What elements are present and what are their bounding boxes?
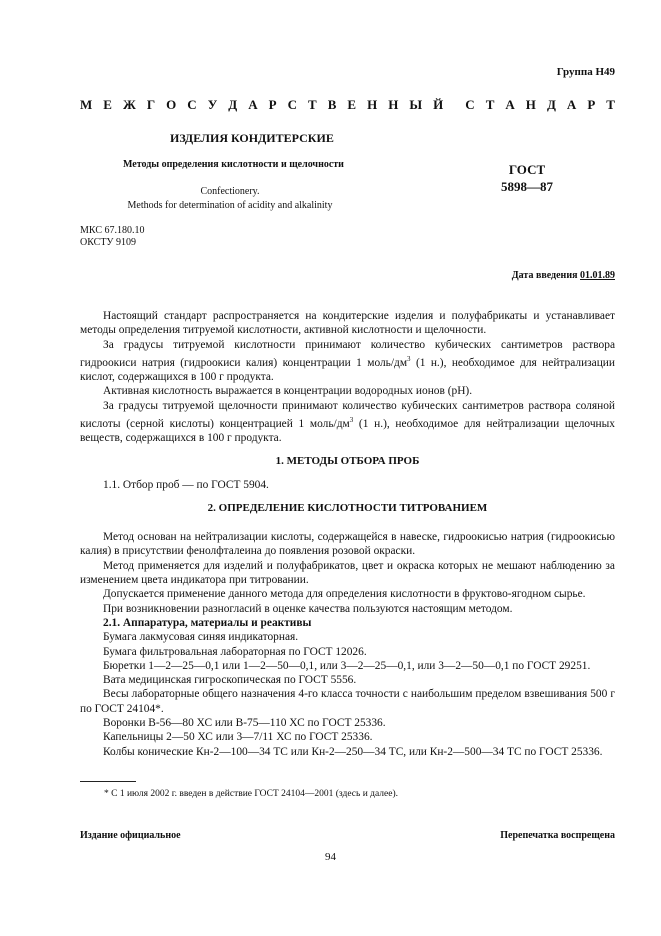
mks-code: МКС 67.180.10 <box>80 225 145 236</box>
english-title-line-1: Confectionery. <box>200 186 260 197</box>
banner-letter: Е <box>103 97 112 112</box>
banner-letter: Н <box>367 97 378 112</box>
banner-letter: Н <box>388 97 399 112</box>
banner-letter: У <box>207 97 218 112</box>
reprint-prohibited-label: Перепечатка воспрещена <box>500 830 615 841</box>
list-item: Вата медицинская гигроскопическая по ГОСТ 5556. <box>103 674 357 687</box>
footnote-divider <box>80 781 136 782</box>
banner-letter: Н <box>525 97 536 112</box>
banner-letter: А <box>505 97 515 112</box>
paragraph: 1.1. Отбор проб — по ГОСТ 5904. <box>103 478 269 491</box>
banner-letter: А <box>566 97 577 112</box>
document-subtitle: Методы определения кислотности и щелочности <box>123 159 344 170</box>
english-title-line-2: Methods for determination of acidity and alkalinity <box>127 200 333 211</box>
list-item: Капельницы 2—50 ХС или 3—7/11 ХС по ГОСТ 25336. <box>103 731 373 744</box>
paragraph: Настоящий стандарт распространяется на кондитерские изделия и полуфабрикаты и устанавливает методы определения титруемой кислотности, активной кислотности и щелочности. <box>80 310 615 337</box>
banner-letter: Д <box>228 97 238 112</box>
official-edition-label: Издание официальное <box>80 830 181 841</box>
banner-letter: Д <box>546 97 556 112</box>
gost-label: ГОСТ <box>508 162 546 177</box>
banner-letter: Р <box>268 97 277 112</box>
date-label: Дата введения <box>511 270 578 281</box>
paragraph-text: (1 н.), необходимое для нейтрализации щелочных веществ, содержащихся в 100 г продукта. <box>80 417 615 444</box>
paragraph-text: (1 н.), необходимое для нейтрализации кислот, содержащихся в 100 г продукта. <box>80 356 616 383</box>
paragraph <box>80 338 615 385</box>
paragraph: Метод основан на нейтрализации кислоты, содержащейся в навеске, гидроокисью натрия (гидроокисью калия) в присутствии фенолфталеина до появления розовой окраски. <box>80 531 615 558</box>
gost-number: 5898—87 <box>501 179 553 194</box>
section-heading: 2. ОПРЕДЕЛЕНИЕ КИСЛОТНОСТИ ТИТРОВАНИЕМ <box>207 501 488 514</box>
banner-letter: Ж <box>122 97 136 112</box>
classification-codes <box>80 225 144 249</box>
superscript: 3 <box>407 354 411 363</box>
list-item: Бумага фильтровальная лабораторная по ГОСТ 12026. <box>103 645 367 658</box>
superscript: 3 <box>349 415 354 424</box>
banner-letter: М <box>80 97 93 112</box>
page-footer <box>80 830 615 841</box>
document-title: ИЗДЕЛИЯ КОНДИТЕРСКИЕ <box>170 131 334 145</box>
page-number: 94 <box>325 851 336 863</box>
banner-letter: О <box>166 97 177 112</box>
list-item: Колбы конические Кн-2—100—34 ТС или Кн-2—250—34 ТС, или Кн-2—500—34 ТС по ГОСТ 25336. <box>103 745 603 758</box>
list-item: Весы лабораторные общего назначения 4-го класса точности с наибольшим пределом взвешивания 500 г по ГОСТ 24104*. <box>80 688 615 715</box>
section-heading: 1. МЕТОДЫ ОТБОРА ПРОБ <box>275 455 420 468</box>
list-item: Воронки В-56—80 ХС или В-75—110 ХС по ГОСТ 25336. <box>103 717 386 730</box>
banner-letter: С <box>187 97 197 112</box>
banner-letter: Т <box>308 97 317 112</box>
banner-letter: Т <box>485 97 495 112</box>
banner-letter: Р <box>587 97 596 112</box>
interstate-standard-banner <box>80 97 615 113</box>
subsection-heading: 2.1. Аппаратура, материалы и реактивы <box>103 616 312 629</box>
english-title <box>80 185 380 213</box>
paragraph: Активная кислотность выражается в концентрации водородных ионов (рН). <box>103 385 473 398</box>
paragraph: Метод применяется для изделий и полуфабрикатов, цвет и окраска которых не мешают наблюдению за изменением цвета индикатора при титровании. <box>80 559 615 587</box>
banner-letter: С <box>465 97 475 112</box>
banner-letter: Е <box>347 97 357 112</box>
date-value: 01.01.89 <box>580 270 615 281</box>
banner-letter: Т <box>606 97 615 112</box>
banner-letter: Й <box>433 97 444 112</box>
paragraph <box>80 399 615 446</box>
banner-letter: Ы <box>409 97 423 112</box>
group-code: Группа Н49 <box>556 66 615 78</box>
list-item: Бумага лакмусовая синяя индикаторная. <box>103 631 299 644</box>
banner-letter: С <box>287 97 297 112</box>
banner-letter: Г <box>146 97 156 112</box>
paragraph-text: За градусы титруемой щелочности принимают количество кубических сантиметров раствора соляной кислоты (серной кислоты) концентрацией 1 моль/дм <box>80 399 615 430</box>
introduction-date <box>512 270 615 281</box>
gost-designation <box>497 161 557 195</box>
list-item: Бюретки 1—2—25—0,1 или 1—2—50—0,1, или 3—2—25—0,1, или 3—2—50—0,1 по ГОСТ 29251. <box>103 659 591 672</box>
banner-letter: В <box>327 97 337 112</box>
paragraph: Допускается применение данного метода для определения кислотности в фруктово-ягодном сырье. <box>103 588 586 601</box>
banner-letter: А <box>248 97 258 112</box>
footnote: * С 1 июля 2002 г. введен в действие ГОСТ 24104—2001 (здесь и далее). <box>104 789 399 799</box>
paragraph-text: За градусы титруемой кислотности принимают количество кубических сантиметров раствора гидроокиси натрия (гидроокиси калия) концентрации 1 моль/дм <box>80 338 615 369</box>
okstu-code: ОКСТУ 9109 <box>80 237 137 248</box>
paragraph: При возникновении разногласий в оценке качества пользуются настоящим методом. <box>103 602 513 615</box>
document-body <box>80 309 615 759</box>
